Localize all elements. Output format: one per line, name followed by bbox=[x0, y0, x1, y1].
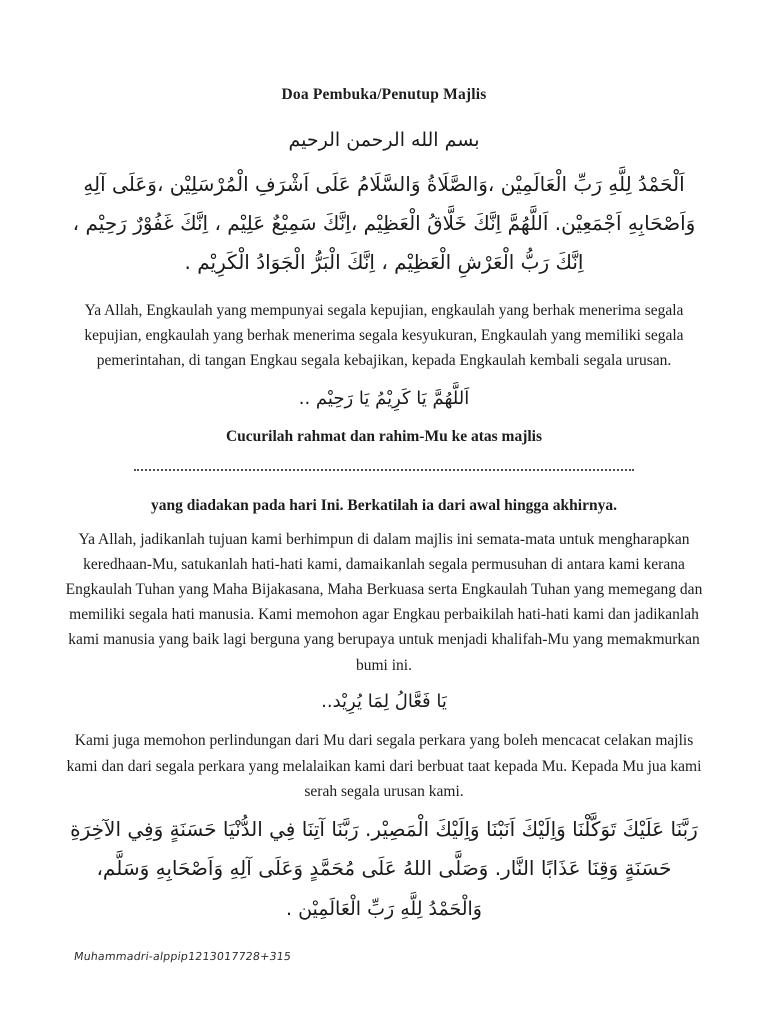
arabic-opening-paragraph: اَلْحَمْدُ لِلَّهِ رَبِّ الْعَالَمِيْن ،وَالصَّلَاةُ وَالسَّلَامُ عَلَى اَشْرَفِ الْمُرْسَلِيْن ،وَعَلَى آلِهِ وَاَصْحَابِهِ اَجْمَعِيْن. اَللَّهُمَّ اِنَّكَ خَلَّاقُ الْعَظِيْم ،اِنَّكَ سَمِيْعٌ عَلِيْم ، اِنَّكَ غَفُوْرٌ رَحِيْم ، اِنَّكَ رَبُّ الْعَرْشِ الْعَظِيْم ، اِنَّكَ الْبَرُّ الْجَوَادُ الْكَرِيْم . bbox=[72, 171, 696, 274]
arabic-dua-line-2: يَا فَعَّالُ لِمَا يُرِيْد.. bbox=[321, 690, 447, 712]
dotted-blank-line bbox=[134, 469, 634, 471]
prayer-paragraph-2: Ya Allah, jadikanlah tujuan kami berhimpun di dalam majlis ini semata-mata untuk mengharapkan keredhaan-Mu, satukanlah hati-hati kami, damaikanlah segala permusuhan di antara kami kerana Engkaulah Tuhan yang Maha Bijakasana, Maha Berkuasa serta Engkaulah Tuhan yang memegang dan memiliki segala hati manusia. Kami memohon agar Engkau perbaikilah hati-hati kami dan jadikanlah kami manusia yang baik lagi berguna yang berupaya untuk menjadi khalifah-Mu yang memakmurkan bumi ini. bbox=[65, 531, 703, 674]
arabic-hamdalah-line: وَالْحَمْدُ لِلَّهِ رَبِّ الْعَالَمِيْن . bbox=[286, 897, 482, 920]
bold-line-cucurilah: Cucurilah rahmat dan rahim-Mu ke atas majlis bbox=[225, 427, 543, 445]
arabic-closing-paragraph: رَبَّنَا عَلَيْكَ تَوَكَّلْنَا وَاِلَيْكَ اَنَبْنَا وَاِلَيْكَ الْمَصِيْر. رَبَّنَا آتِنَا فِي الدُّنْيَا حَسَنَةٍ وَفِي الآخِرَةِ حَسَنَةٍ وَقِنَا عَذَابًا النَّار. وَصَلَّى اللهُ عَلَى مُحَمَّدٍ وَعَلَى آلِهِ وَاَصْحَابِهِ وَسَلَّم، bbox=[70, 816, 698, 880]
page-title: Doa Pembuka/Penutup Majlis bbox=[281, 86, 487, 103]
arabic-dua-line-1: اَللَّهُمَّ يَا كَرِيْمُ يَا رَحِيْم .. bbox=[298, 387, 470, 409]
prayer-paragraph-3: Kami juga memohon perlindungan dari Mu dari segala perkara yang boleh mencacat celakan majlis kami dan dari segala perkara yang melalaikan kami dari berbuat taat kepada Mu. Kepada Mu jua kami serah segala urusan kami. bbox=[66, 732, 702, 800]
bold-line-berkatilah: yang diadakan pada hari Ini. Berkatilah ia dari awal hingga akhirnya. bbox=[151, 497, 617, 515]
watermark-signature: Muhammadri-alppip1213017728+315 bbox=[73, 950, 292, 963]
translation-paragraph-1: Ya Allah, Engkaulah yang mempunyai segala kepujian, engkaulah yang berhak menerima segala kepujian, engkaulah yang berhak menerima segala kesyukuran, Engkaulah yang memiliki segala pemerintahan, di tangan Engkau segala kebajikan, kepada Engkaulah kembali segala urusan. bbox=[84, 301, 684, 369]
bismillah-line: بسم الله الرحمن الرحيم bbox=[288, 129, 480, 151]
